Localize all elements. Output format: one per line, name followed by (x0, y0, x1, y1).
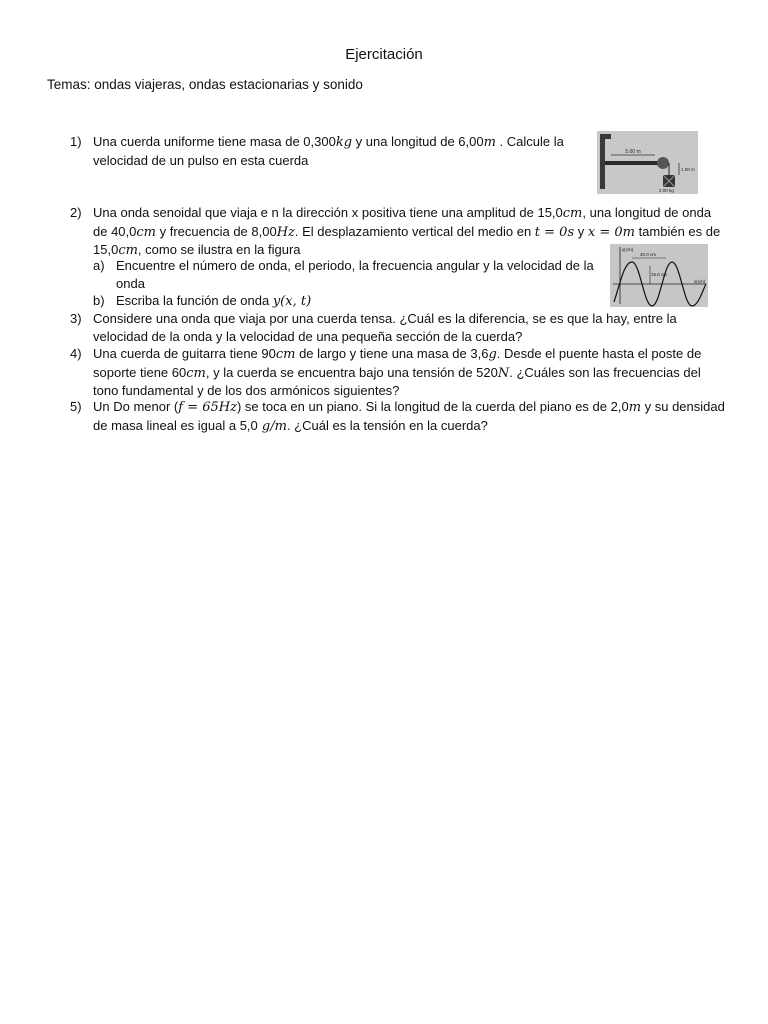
subquestion-letter: a) (93, 258, 105, 273)
height-label: 1.00 m (681, 167, 695, 172)
question-number: 1) (70, 134, 82, 149)
question-number: 2) (70, 205, 82, 220)
topics-line: Temas: ondas viajeras, ondas estacionarias y sonido (47, 77, 363, 92)
question-number: 5) (70, 399, 82, 414)
question-line: Una onda senoidal que viaja e n la dirección x positiva tiene una amplitud de 15,0cm, una longitud de onda (93, 205, 712, 221)
question-line: Un Do menor (f = 65Hz) se toca en un piano. Si la longitud de la cuerda del piano es de 2,0m y su densidad (93, 399, 725, 415)
question-line: de 40,0cm y frecuencia de 8,00Hz. El desplazamiento vertical del medio en t = 0s y x = 0m también es de (93, 223, 721, 240)
question-number: 4) (70, 346, 82, 361)
x-axis-label: x(cm) (694, 279, 706, 284)
question-line: velocidad de un pulso en esta cuerda (93, 152, 309, 168)
y-axis-label: y(cm) (622, 247, 634, 252)
question-line: Encuentre el número de onda, el periodo, la frecuencia angular y la velocidad de la (116, 258, 594, 273)
length-label: 5.00 m (625, 149, 641, 155)
question-line: Una cuerda uniforme tiene masa de 0,300kg y una longitud de 6,00m . Calcule la (93, 134, 564, 150)
question-line: de masa lineal es igual a 5,0 g/m. ¿Cuál es la tensión en la cuerda? (93, 417, 488, 434)
subquestion-letter: b) (93, 293, 105, 308)
question-number: 3) (70, 311, 82, 326)
sine-wave-figure (610, 244, 708, 307)
question-line: 15,0cm, como se ilustra en la figura (93, 242, 301, 258)
pulley-figure (597, 131, 698, 194)
question-line: onda (116, 275, 145, 291)
mass-label: 2.00 kg (659, 188, 674, 193)
amplitude-label: 15.0 cm (651, 272, 668, 277)
page-title: Ejercitación (345, 46, 423, 63)
question-line: soporte tiene 60cm, y la cuerda se encuentra bajo una tensión de 520N. ¿Cuáles son las frecuencias del (93, 364, 701, 381)
question-line: tono fundamental y de los dos armónicos siguientes? (93, 383, 400, 398)
question-line: Una cuerda de guitarra tiene 90cm de largo y tiene una masa de 3,6g. Desde el puente hasta el poste de (93, 346, 702, 362)
question-line: Considere una onda que viaja por una cuerda tensa. ¿Cuál es la diferencia, se es que la hay, entre la (93, 311, 677, 326)
question-line: velocidad de la onda y la velocidad de una pequeña sección de la cuerda? (93, 328, 523, 344)
wavelength-label: 40.0 cm (639, 252, 657, 257)
